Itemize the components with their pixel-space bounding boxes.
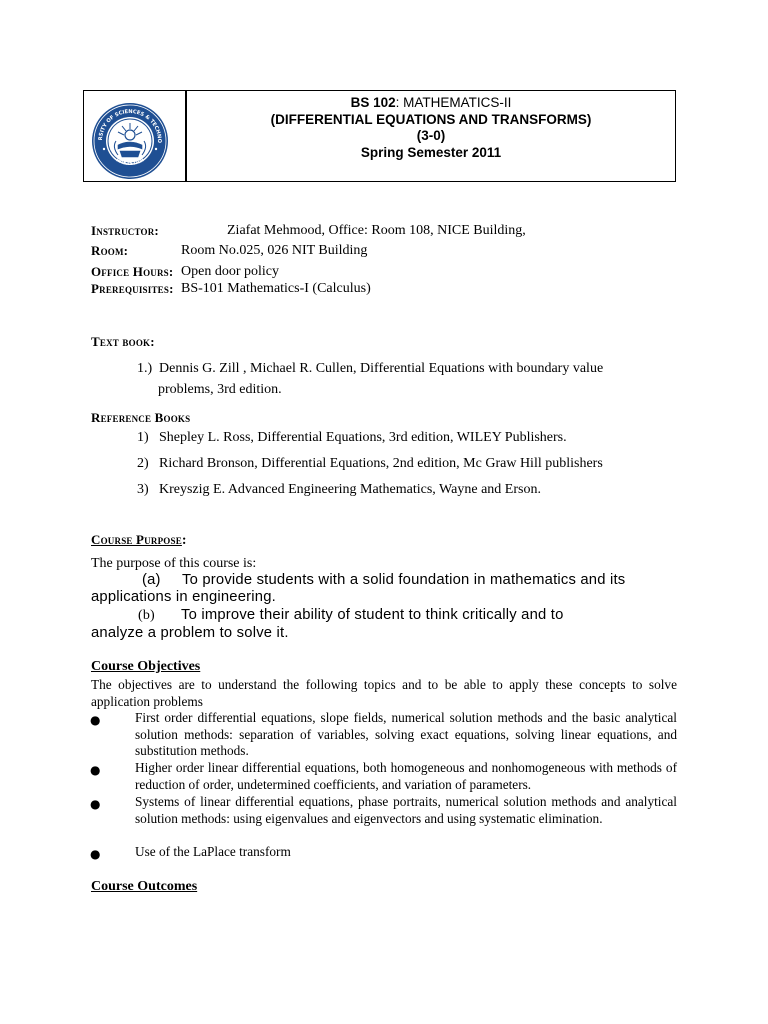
university-logo <box>90 101 170 181</box>
bullet-icon: ● <box>90 763 101 777</box>
purpose-item-a-continued: applications in engineering. <box>91 589 276 605</box>
prerequisites-label: Prerequisites: <box>91 281 174 296</box>
bullet-icon: ● <box>90 847 101 861</box>
prerequisites-row <box>91 281 371 298</box>
course-header-box <box>83 90 676 182</box>
reference-books-heading: Reference Books <box>91 410 191 425</box>
purpose-item-b-text: To improve their ability of student to think critically and to <box>181 607 564 623</box>
objectives-intro: The objectives are to understand the following topics and to be able to apply these concepts to solve application problems <box>91 677 677 709</box>
bullet-icon: ● <box>90 713 101 727</box>
instructor-row <box>91 223 526 240</box>
course-subtitle: (DIFFERENTIAL EQUATIONS AND TRANSFORMS) <box>270 111 592 127</box>
objective-item: Use of the LaPlace transform <box>135 844 291 859</box>
purpose-item-a <box>142 572 626 588</box>
purpose-item-b-label: (b) <box>138 608 155 623</box>
purpose-intro: The purpose of this course is: <box>91 556 257 571</box>
prerequisites-value: BS-101 Mathematics-I (Calculus) <box>181 281 371 296</box>
course-semester: Spring Semester 2011 <box>360 144 502 160</box>
room-row <box>91 243 368 260</box>
objective-item: Higher order linear differential equations, both homogeneous and nonhomogeneous with methods of reduction of order, undetermined coefficients, and variation of parameters. <box>135 760 677 792</box>
svg-text:PAKISTAN: PAKISTAN <box>114 157 146 168</box>
university-seal-icon <box>90 101 170 181</box>
instructor-value: Ziafat Mehmood, Office: Room 108, NICE Building, <box>227 223 526 238</box>
objective-item: Systems of linear differential equations, phase portraits, numerical solution methods and analytical solution methods: using eigenvalues and eigenvectors and using systematic elimination. <box>135 794 677 826</box>
textbook-item <box>137 361 604 377</box>
office-hours-row <box>91 264 279 281</box>
reference-item: 3) Kreyszig E. Advanced Engineering Mathematics, Wayne and Erson. <box>137 482 541 497</box>
course-objectives-heading: Course Objectives <box>91 659 201 674</box>
svg-text:UNIVERSITY OF SCIENCES & TECHN: RSITY OF SCIENCES & TECHNO <box>97 108 163 144</box>
reference-item: 2) Richard Bronson, Differential Equations, 2nd edition, Mc Graw Hill publishers <box>137 456 603 471</box>
course-title: BS 102: MATHEMATICS-II <box>350 95 512 110</box>
room-label: Room: <box>91 243 129 258</box>
course-title-block <box>187 95 675 161</box>
textbook-item-number: 1.) <box>137 361 153 376</box>
bullet-icon: ● <box>90 797 101 811</box>
course-purpose-heading: Course Purpose: <box>91 532 187 548</box>
course-credits: (3-0) <box>416 128 446 143</box>
course-outcomes-heading: Course Outcomes <box>91 879 198 894</box>
instructor-label: Instructor: <box>91 223 159 238</box>
objective-item: First order differential equations, slope fields, numerical solution methods and the basic analytical solution methods: separation of variables, solving exact equations, solving linear equations, and substitution methods. <box>135 710 677 758</box>
textbook-heading: Text book: <box>91 334 155 349</box>
textbook-item-continued: problems, 3rd edition. <box>158 382 282 397</box>
purpose-item-a-label: (a) <box>142 572 161 588</box>
purpose-item-b <box>138 607 564 624</box>
reference-item: 1) Shepley L. Ross, Differential Equations, 3rd edition, WILEY Publishers. <box>137 430 567 445</box>
office-hours-value: Open door policy <box>181 264 279 279</box>
office-hours-label: Office Hours: <box>91 264 174 279</box>
purpose-item-b-continued: analyze a problem to solve it. <box>91 625 289 641</box>
purpose-item-a-text: To provide students with a solid foundation in mathematics and its <box>182 572 626 588</box>
room-value: Room No.025, 026 NIT Building <box>181 243 368 258</box>
textbook-item-text: Dennis G. Zill , Michael R. Cullen, Differential Equations with boundary value <box>159 361 604 376</box>
